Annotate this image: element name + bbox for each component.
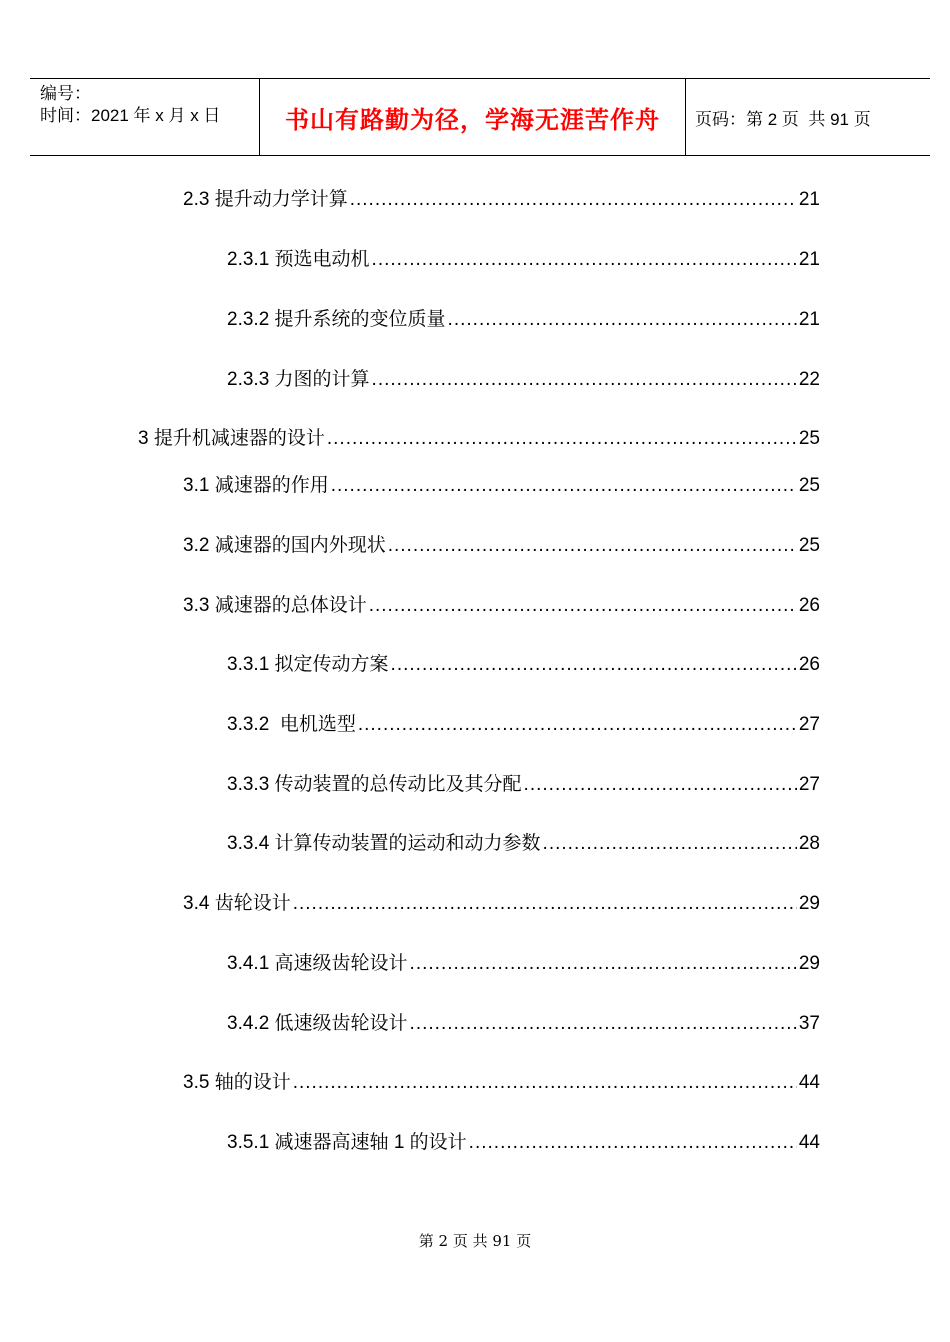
page-label: 页码：第 2 页 共 91 页 — [695, 109, 871, 129]
toc-entry[interactable] — [183, 532, 820, 560]
toc-entry-page: 29 — [798, 953, 820, 974]
toc-entry-page: 44 — [798, 1072, 820, 1093]
toc-leader-dots — [369, 592, 797, 620]
toc-entry[interactable] — [227, 651, 820, 679]
toc-entry-page: 26 — [798, 595, 820, 616]
toc-entry-page: 29 — [798, 893, 820, 914]
toc-entry-page: 21 — [798, 189, 820, 210]
toc-leader-dots — [372, 366, 797, 394]
toc-leader-dots — [391, 651, 797, 679]
page-footer — [0, 1230, 950, 1251]
time-label: 时间：2021 年 x 月 x 日 — [40, 106, 221, 125]
toc-entry-page: 28 — [798, 833, 820, 854]
toc-entry[interactable] — [227, 246, 820, 274]
toc-entry-page: 25 — [798, 428, 820, 449]
toc-entry[interactable] — [183, 472, 820, 500]
toc-entry[interactable] — [138, 425, 820, 453]
toc-entry[interactable] — [227, 771, 820, 799]
toc-entry[interactable] — [227, 830, 820, 858]
toc-entry-label: 3.4.1 高速级齿轮设计 — [227, 953, 408, 974]
toc-leader-dots — [350, 186, 797, 214]
toc-entry-label: 2.3.3 力图的计算 — [227, 369, 370, 390]
toc-leader-dots — [293, 890, 797, 918]
motto-text: 书山有路勤为径，学海无涯苦作舟 — [285, 106, 660, 134]
toc-leader-dots — [469, 1129, 797, 1157]
toc-entry[interactable] — [227, 366, 820, 394]
toc-leader-dots — [388, 532, 797, 560]
footer-page-number: 第 2 页 共 91 页 — [418, 1232, 532, 1250]
toc-entry-label: 2.3.2 提升系统的变位质量 — [227, 309, 446, 330]
header-divider — [685, 79, 686, 155]
toc-entry-label: 3.5.1 减速器高速轴 1 的设计 — [227, 1132, 467, 1153]
toc-entry-page: 25 — [798, 475, 820, 496]
toc-leader-dots — [372, 246, 797, 274]
toc-entry-page: 25 — [798, 535, 820, 556]
toc-leader-dots — [410, 950, 797, 978]
toc-entry-label: 3.4 齿轮设计 — [183, 893, 291, 914]
toc-entry-label: 3.3.2 电机选型 — [227, 714, 356, 735]
toc-entry[interactable] — [183, 186, 820, 214]
code-label: 编号： — [40, 84, 91, 103]
toc-entry-page: 21 — [798, 309, 820, 330]
toc-entry[interactable] — [183, 890, 820, 918]
toc-entry-label: 3.2 减速器的国内外现状 — [183, 535, 386, 556]
toc-entry-label: 3.3.4 计算传动装置的运动和动力参数 — [227, 833, 541, 854]
toc-entry[interactable] — [227, 1010, 820, 1038]
toc-entry[interactable] — [227, 711, 820, 739]
toc-entry-label: 3.3.1 拟定传动方案 — [227, 654, 389, 675]
toc-entry[interactable] — [227, 306, 820, 334]
toc-leader-dots — [293, 1069, 797, 1097]
toc-entry-label: 3.1 减速器的作用 — [183, 475, 329, 496]
toc-leader-dots — [524, 771, 797, 799]
toc-entry[interactable] — [183, 592, 820, 620]
toc-entry-page: 21 — [798, 249, 820, 270]
header-page-info — [695, 79, 871, 155]
toc-entry-page: 22 — [798, 369, 820, 390]
page-header — [30, 78, 930, 156]
toc-entry-label: 2.3.1 预选电动机 — [227, 249, 370, 270]
toc-leader-dots — [331, 472, 797, 500]
toc-entry-page: 26 — [798, 654, 820, 675]
toc-entry-label: 3.3 减速器的总体设计 — [183, 595, 367, 616]
toc-entry[interactable] — [227, 950, 820, 978]
toc-entry-page: 37 — [798, 1013, 820, 1034]
toc-entry-label: 3.5 轴的设计 — [183, 1072, 291, 1093]
toc-entry-label: 3 提升机减速器的设计 — [138, 428, 325, 449]
toc-entry-label: 3.3.3 传动装置的总传动比及其分配 — [227, 774, 522, 795]
toc-leader-dots — [448, 306, 797, 334]
toc-entry-page: 27 — [798, 774, 820, 795]
toc-entry-page: 27 — [798, 714, 820, 735]
header-meta — [40, 83, 220, 127]
toc-entry[interactable] — [227, 1129, 820, 1157]
toc-leader-dots — [543, 830, 797, 858]
toc-leader-dots — [410, 1010, 797, 1038]
toc-leader-dots — [327, 425, 797, 453]
toc-entry-label: 3.4.2 低速级齿轮设计 — [227, 1013, 408, 1034]
toc-leader-dots — [358, 711, 797, 739]
toc-entry-label: 2.3 提升动力学计算 — [183, 189, 348, 210]
toc-entry-page: 44 — [798, 1132, 820, 1153]
toc-entry[interactable] — [183, 1069, 820, 1097]
